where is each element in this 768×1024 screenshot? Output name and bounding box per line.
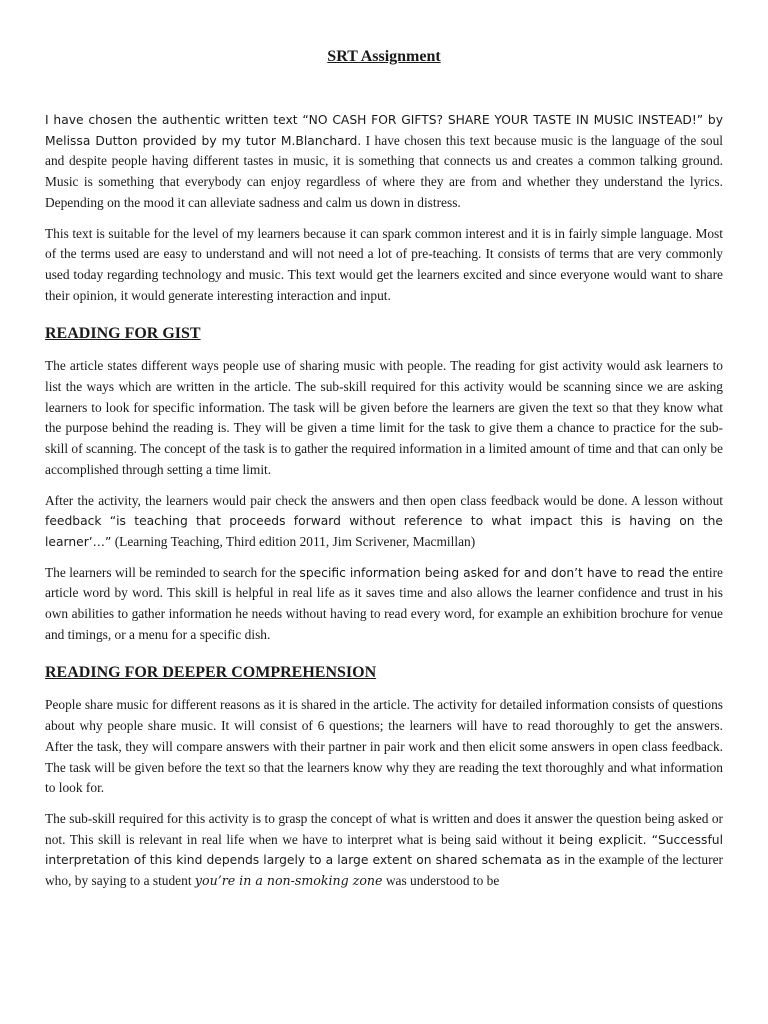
deeper-paragraph-2 xyxy=(45,809,723,892)
deeper-p2-part-e: was understood to be xyxy=(382,873,500,889)
gist-p2-quote: feedback “is teaching that proceeds forward without reference to what impact this is having on the learner’…” xyxy=(45,514,723,549)
document-title: SRT Assignment xyxy=(327,48,441,65)
gist-paragraph-1: The article states different ways people use of sharing music with people. The reading for gist activity would ask learners to list the ways which are written in the article. The sub-skill required for this activity would be scanning since we are asking learners to look for specific information. The task will be given before the learners are given the text so that they know what the purpose behind the reading is. They will be given a time limit for the task to give them a chance to practice for the sub-skill of scanning. The concept of the task is to gather the required information in a limited amount of time and that can only be accomplished through setting a time limit. xyxy=(45,358,723,477)
gist-p2-citation: (Learning Teaching, Third edition 2011, Jim Scrivener, Macmillan) xyxy=(111,533,476,549)
deeper-p2-italic-quote: you’re in a non-smoking zone xyxy=(194,873,383,889)
deeper-p2-part-a: The sub-skill required for this activity is to grasp the concept of what is written and does it answer the question being asked or not. This skill is relevant in real life when we have to interpret what is being said without it xyxy=(45,810,723,847)
intro-text-reference: I have chosen the authentic written text “NO CASH FOR GIFTS? SHARE YOUR TASTE IN MUSIC INSTEAD!” by Melissa Dutton provided by my tutor M.Blanchard. xyxy=(45,113,723,148)
intro-paragraph-1 xyxy=(45,110,723,214)
gist-p3-part-a: The learners will be reminded to search for the xyxy=(45,564,300,580)
gist-p2-part-a: After the activity, the learners would pair check the answers and then open class feedback would be done. A lesson without xyxy=(45,492,723,508)
document-page xyxy=(45,44,723,902)
deeper-p2-quote: being explicit. “Successful interpretation of this kind depends largely to a large extent on shared schemata as in xyxy=(45,832,723,868)
intro-paragraph-2: This text is suitable for the level of my learners because it can spark common interest and it is in fairly simple language. Most of the terms used are easy to understand and will not need a lot of pre-teaching. It consists of terms that are very commonly used today regarding technology and music. This text would get the learners excited and since everyone would want to share their opinion, it would generate interesting interaction and input. xyxy=(45,225,723,303)
deeper-p2-part-c: the example of the lecturer who, by saying to a student xyxy=(45,852,723,889)
heading-reading-for-deeper-comprehension: READING FOR DEEPER COMPREHENSION xyxy=(45,664,377,682)
gist-paragraph-2 xyxy=(45,491,723,553)
heading-reading-for-gist: READING FOR GIST xyxy=(45,325,201,343)
gist-paragraph-3 xyxy=(45,563,723,646)
gist-p3-part-b: specific information being asked for and don’t have to read the xyxy=(299,565,690,580)
deeper-paragraph-1: People share music for different reasons as it is shared in the article. The activity for detailed information consists of questions about why people share music. It will consist of 6 questions; the learners will have to read thoroughly to get the answers. After the task, they will compare answers with their partner in pair work and then elicit some answers in open class feedback. The task will be given before the text so that the learners know why they are reading the text thoroughly and what information to look for. xyxy=(45,697,723,796)
gist-p3-part-c: entire article word by word. This skill is helpful in real life as it saves time and also allows the learner confidence and trust in his own abilities to gather information he needs without having to read every word, for example an exhibition brochure for venue and timings, or a menu for a specific dish. xyxy=(45,564,723,642)
intro-text-reason: I have chosen this text because music is the language of the soul and despite people having different tastes in music, it is something that connects us and creates a common talking ground. Music is something that everybody can enjoy regardless of where they are from and whether they understand the lyrics. Depending on the mood it can alleviate sadness and calm us down in distress. xyxy=(45,132,724,210)
